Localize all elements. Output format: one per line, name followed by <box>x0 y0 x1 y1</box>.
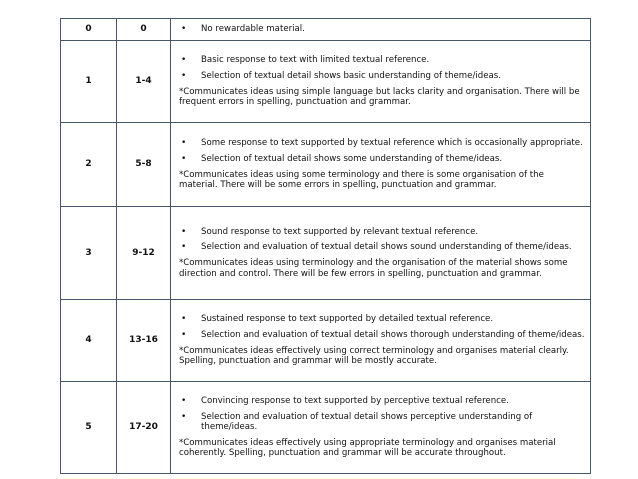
criterion-bullet: • Basic response to text with limited textual reference. <box>179 55 585 66</box>
descriptor-cell <box>171 207 591 300</box>
marks-cell: 0 <box>117 19 171 41</box>
level-cell: 5 <box>61 382 117 474</box>
criteria-list <box>179 55 585 81</box>
criterion-bullet: • Selection and evaluation of textual detail shows perceptive understanding of theme/ideas. <box>179 412 585 433</box>
criterion-bullet: • Convincing response to text supported by perceptive textual reference. <box>179 396 585 407</box>
communication-note: *Communicates ideas using simple language but lacks clarity and organisation. There will be frequent errors in spelling, punctuation and grammar. <box>179 86 580 108</box>
level-cell: 1 <box>61 41 117 123</box>
descriptor-cell <box>171 41 591 123</box>
criterion-bullet: • Selection and evaluation of textual detail shows sound understanding of theme/ideas. <box>179 242 585 253</box>
communication-note: *Communicates ideas effectively using correct terminology and organises material clearly. Spelling, punctuation and grammar will be mostly accurate. <box>179 345 569 367</box>
criterion-bullet: • No rewardable material. <box>179 24 585 35</box>
marks-cell: 1-4 <box>117 41 171 123</box>
criteria-list <box>179 24 585 35</box>
marks-cell: 17-20 <box>117 382 171 474</box>
descriptor-cell <box>171 300 591 382</box>
level-cell: 2 <box>61 123 117 207</box>
criterion-bullet: • Selection and evaluation of textual detail shows thorough understanding of theme/ideas. <box>179 330 585 341</box>
marks-cell: 5-8 <box>117 123 171 207</box>
criteria-list <box>179 396 585 433</box>
communication-note: *Communicates ideas using some terminology and there is some organisation of the material. There will be some errors in spelling, punctuation and grammar. <box>179 169 544 191</box>
criterion-bullet: • Some response to text supported by textual reference which is occasionally appropriate. <box>179 138 585 149</box>
table-row <box>61 300 591 382</box>
descriptor-cell <box>171 382 591 474</box>
criteria-list <box>179 138 585 164</box>
table-row <box>61 19 591 41</box>
table-row <box>61 41 591 123</box>
level-cell: 3 <box>61 207 117 300</box>
level-cell: 0 <box>61 19 117 41</box>
descriptor-cell <box>171 19 591 41</box>
communication-note: *Communicates ideas effectively using appropriate terminology and organises material coherently. Spelling, punctuation and grammar will be accurate throughout. <box>179 437 556 459</box>
criteria-list <box>179 314 585 340</box>
criterion-bullet: • Sound response to text supported by relevant textual reference. <box>179 227 585 238</box>
marks-cell: 9-12 <box>117 207 171 300</box>
criteria-list <box>179 227 585 253</box>
table-row <box>61 382 591 474</box>
table-row <box>61 207 591 300</box>
mark-scheme-table <box>60 18 591 474</box>
table-row <box>61 123 591 207</box>
marks-cell: 13-16 <box>117 300 171 382</box>
criterion-bullet: • Selection of textual detail shows some understanding of theme/ideas. <box>179 154 585 165</box>
communication-note: *Communicates ideas using terminology and the organisation of the material shows some direction and control. There will be few errors in spelling, punctuation and grammar. <box>179 258 568 279</box>
criterion-bullet: • Sustained response to text supported by detailed textual reference. <box>179 314 585 325</box>
level-cell: 4 <box>61 300 117 382</box>
descriptor-cell <box>171 123 591 207</box>
criterion-bullet: • Selection of textual detail shows basic understanding of theme/ideas. <box>179 71 585 82</box>
